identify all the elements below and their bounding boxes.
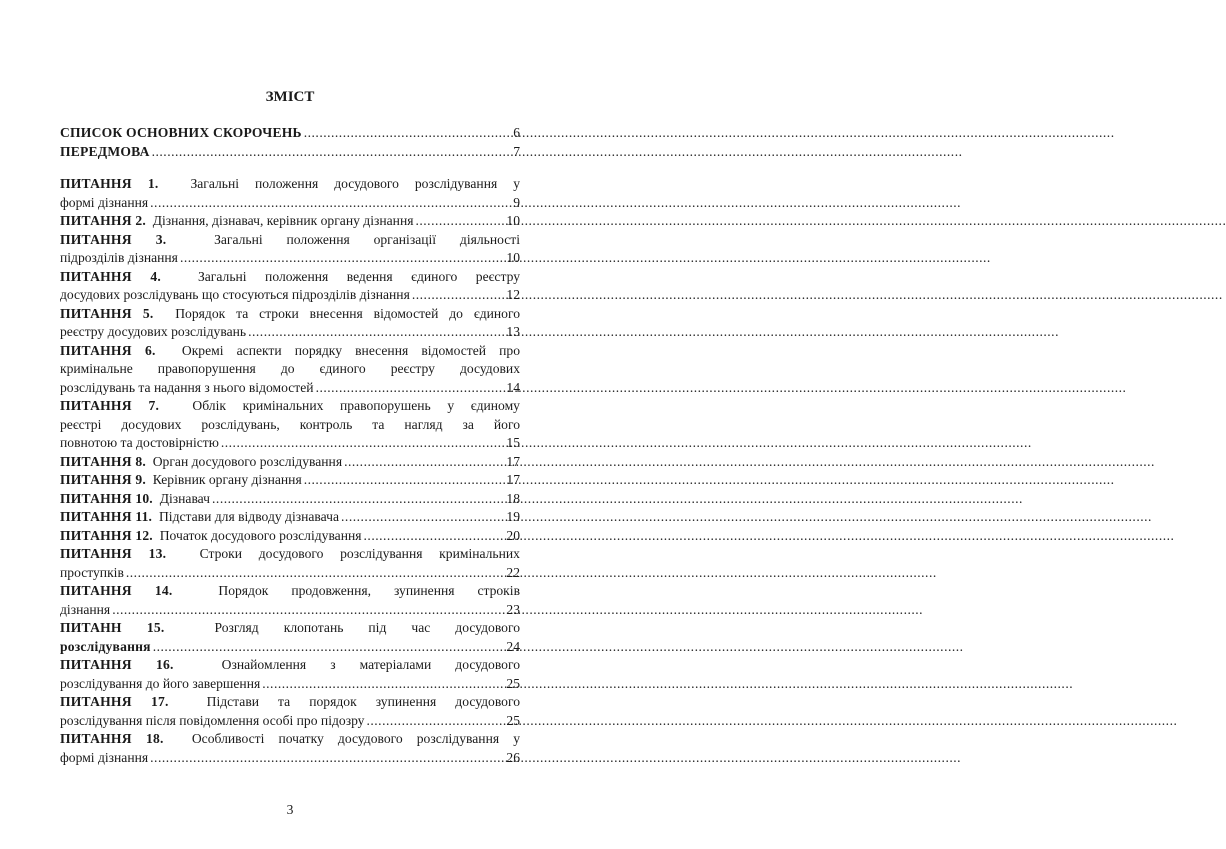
toc-entry-label: ПИТАННЯ 17. — [60, 694, 169, 709]
toc-page-number: 25 — [506, 712, 520, 728]
leader-dots — [364, 527, 502, 546]
toc-entry[interactable] — [60, 730, 520, 767]
leader-dots — [366, 712, 502, 731]
toc-entry-label: ПИТАННЯ 9. — [60, 472, 146, 487]
toc-entry[interactable] — [60, 124, 520, 143]
toc-page-number: 26 — [506, 749, 520, 765]
toc-page-number: 23 — [506, 601, 520, 617]
toc-entry-label: ПИТАННЯ 7. — [60, 398, 160, 413]
toc-entry[interactable] — [60, 305, 520, 342]
toc-entry-text: реєстрі досудових розслідувань, контроль та нагляд за його — [60, 416, 520, 432]
leader-dots — [412, 286, 502, 305]
toc-entry[interactable] — [60, 490, 520, 509]
leader-dots — [344, 453, 502, 472]
toc-entry-label: ПИТАНН 15. — [60, 620, 165, 635]
leader-dots — [212, 490, 502, 509]
toc-entry-text: досудових розслідувань що стосуються підрозділів дізнання — [60, 287, 410, 302]
toc-entry[interactable] — [60, 175, 520, 212]
toc-entry-text: повнотою та достовірністю — [60, 435, 219, 450]
toc-page-number: 6 — [513, 125, 520, 140]
toc-page-number: 15 — [506, 435, 520, 450]
leader-dots — [150, 194, 502, 213]
toc-entry-label: ПИТАННЯ 13. — [60, 546, 167, 561]
toc-entry-label: ПИТАННЯ 18. — [60, 731, 164, 746]
toc-entry[interactable] — [60, 508, 520, 527]
toc-entry-label: ПИТАННЯ 12. — [60, 527, 153, 543]
toc-page-number: 22 — [506, 564, 520, 580]
leader-dots — [341, 508, 502, 527]
toc-entry-text: Дізнавач — [159, 490, 211, 506]
toc-entry[interactable] — [60, 143, 520, 162]
toc-entry-label: ПИТАННЯ 8. — [60, 453, 146, 469]
toc-entry-text: Окремі аспекти порядку внесення відомостей про — [181, 342, 520, 358]
toc-entry[interactable] — [60, 342, 520, 398]
toc-entry-text: Особливості початку досудового розслідування у — [191, 731, 521, 746]
leader-dots — [180, 249, 502, 268]
toc-entry[interactable] — [60, 619, 520, 656]
toc-entry-text: розслідувань та надання з нього відомостей — [60, 379, 314, 395]
toc-entry[interactable] — [60, 453, 520, 472]
toc-entry[interactable] — [60, 231, 520, 268]
toc-entry-text: реєстру досудових розслідувань — [60, 324, 247, 339]
toc-entry-text: Дізнання, дізнавач, керівник органу дізнання — [152, 213, 414, 228]
toc-entry-label: ПИТАННЯ 3. — [60, 231, 167, 247]
toc-page-number: 10 — [506, 213, 520, 228]
toc-entry-label: ПИТАННЯ 11. — [60, 509, 153, 524]
toc-entry[interactable] — [60, 397, 520, 453]
toc-entry-label: ПИТАННЯ 2. — [60, 213, 146, 228]
toc-entry-text: Початок досудового розслідування — [159, 527, 362, 543]
toc-page-number: 19 — [506, 509, 520, 524]
toc-entry-text: Підстави для відводу дізнавача — [158, 509, 340, 524]
toc-entry-text: проступків — [60, 564, 124, 580]
toc-entry-text: формі дізнання — [60, 749, 149, 765]
toc-page-number: 17 — [506, 472, 520, 487]
toc-entry[interactable] — [60, 545, 520, 582]
toc-entry-label: СПИСОК ОСНОВНИХ СКОРОЧЕНЬ — [60, 125, 302, 140]
toc-entry-text: розслідування після повідомлення особі про підозру — [60, 712, 365, 728]
document-page — [60, 0, 520, 849]
page-title: ЗМІСТ — [265, 89, 315, 105]
toc-entry-text: розслідування до його завершення — [60, 675, 261, 691]
toc-entry[interactable] — [60, 656, 520, 693]
toc-page-number: 13 — [506, 324, 520, 339]
toc-page-number: 24 — [506, 638, 520, 654]
toc-page-number: 20 — [506, 527, 520, 543]
toc-entry[interactable] — [60, 693, 520, 730]
toc-entry-label: ПИТАННЯ 10. — [60, 490, 153, 506]
toc-page-number: 10 — [506, 250, 520, 265]
toc-entry[interactable] — [60, 527, 520, 546]
toc-page-number: 9 — [513, 194, 520, 210]
leader-dots — [415, 212, 502, 231]
leader-dots — [304, 471, 502, 490]
toc-entry-text: Загальні положення організації діяльності — [214, 231, 520, 247]
leader-dots — [126, 564, 502, 583]
toc-entry-label: ПИТАННЯ 6. — [60, 342, 156, 358]
toc-entry-text: Підстави та порядок зупинення досудового — [206, 694, 521, 709]
toc-page-number: 17 — [506, 453, 520, 469]
toc-entry-text: Порядок продовження, зупинення строків — [218, 583, 520, 598]
leader-dots — [112, 601, 502, 620]
leader-dots — [153, 638, 502, 657]
toc-page-number: 14 — [506, 379, 520, 395]
toc-entry-text: формі дізнання — [60, 194, 149, 210]
page-number: 3 — [286, 802, 294, 817]
toc-entry-text: Керівник органу дізнання — [152, 472, 302, 487]
toc-entry-text: підрозділів дізнання — [60, 250, 178, 265]
leader-dots — [150, 749, 502, 768]
toc-entry-text: Розгляд клопотань під час досудового — [214, 620, 520, 635]
leader-dots — [262, 675, 502, 694]
toc-entry-text: розслідування — [60, 638, 151, 654]
toc-entry-text: Порядок та строки внесення відомостей до єдиного — [175, 305, 520, 321]
toc-page-number: 18 — [506, 490, 520, 506]
toc-entry-text: Орган досудового розслідування — [152, 453, 343, 469]
toc-entry-text: кримінальне правопорушення до єдиного реєстру досудових — [60, 361, 520, 376]
toc-page-number: 7 — [513, 143, 520, 159]
toc-entry[interactable] — [60, 471, 520, 490]
toc-entry-label: ПИТАННЯ 4. — [60, 268, 161, 284]
toc-entry[interactable] — [60, 582, 520, 619]
toc-page-number: 25 — [506, 675, 520, 691]
toc-entry-text: дізнання — [60, 601, 111, 617]
toc-entry-text: Облік кримінальних правопорушень у єдиному — [192, 398, 520, 413]
leader-dots — [152, 143, 502, 162]
table-of-contents — [60, 124, 520, 767]
leader-dots — [316, 379, 502, 398]
toc-entry-label: ПИТАННЯ 14. — [60, 583, 173, 598]
toc-entry-text: Загальні положення ведення єдиного реєстру — [197, 268, 520, 284]
toc-entry-text: Строки досудового розслідування кримінальних — [199, 546, 520, 561]
leader-dots — [221, 434, 502, 453]
toc-entry-label: ПИТАННЯ 5. — [60, 305, 154, 321]
toc-entry[interactable] — [60, 268, 520, 305]
leader-dots — [304, 124, 502, 143]
leader-dots — [248, 323, 502, 342]
toc-entry[interactable] — [60, 212, 520, 231]
toc-entry-label: ПЕРЕДМОВА — [60, 143, 150, 159]
toc-entry-label: ПИТАННЯ 16. — [60, 657, 174, 672]
toc-entry-text: Загальні положення досудового розслідування у — [190, 176, 520, 191]
toc-entry-label: ПИТАННЯ 1. — [60, 176, 159, 191]
toc-page-number: 12 — [506, 287, 520, 302]
toc-entry-text: Ознайомлення з матеріалами досудового — [221, 657, 520, 672]
